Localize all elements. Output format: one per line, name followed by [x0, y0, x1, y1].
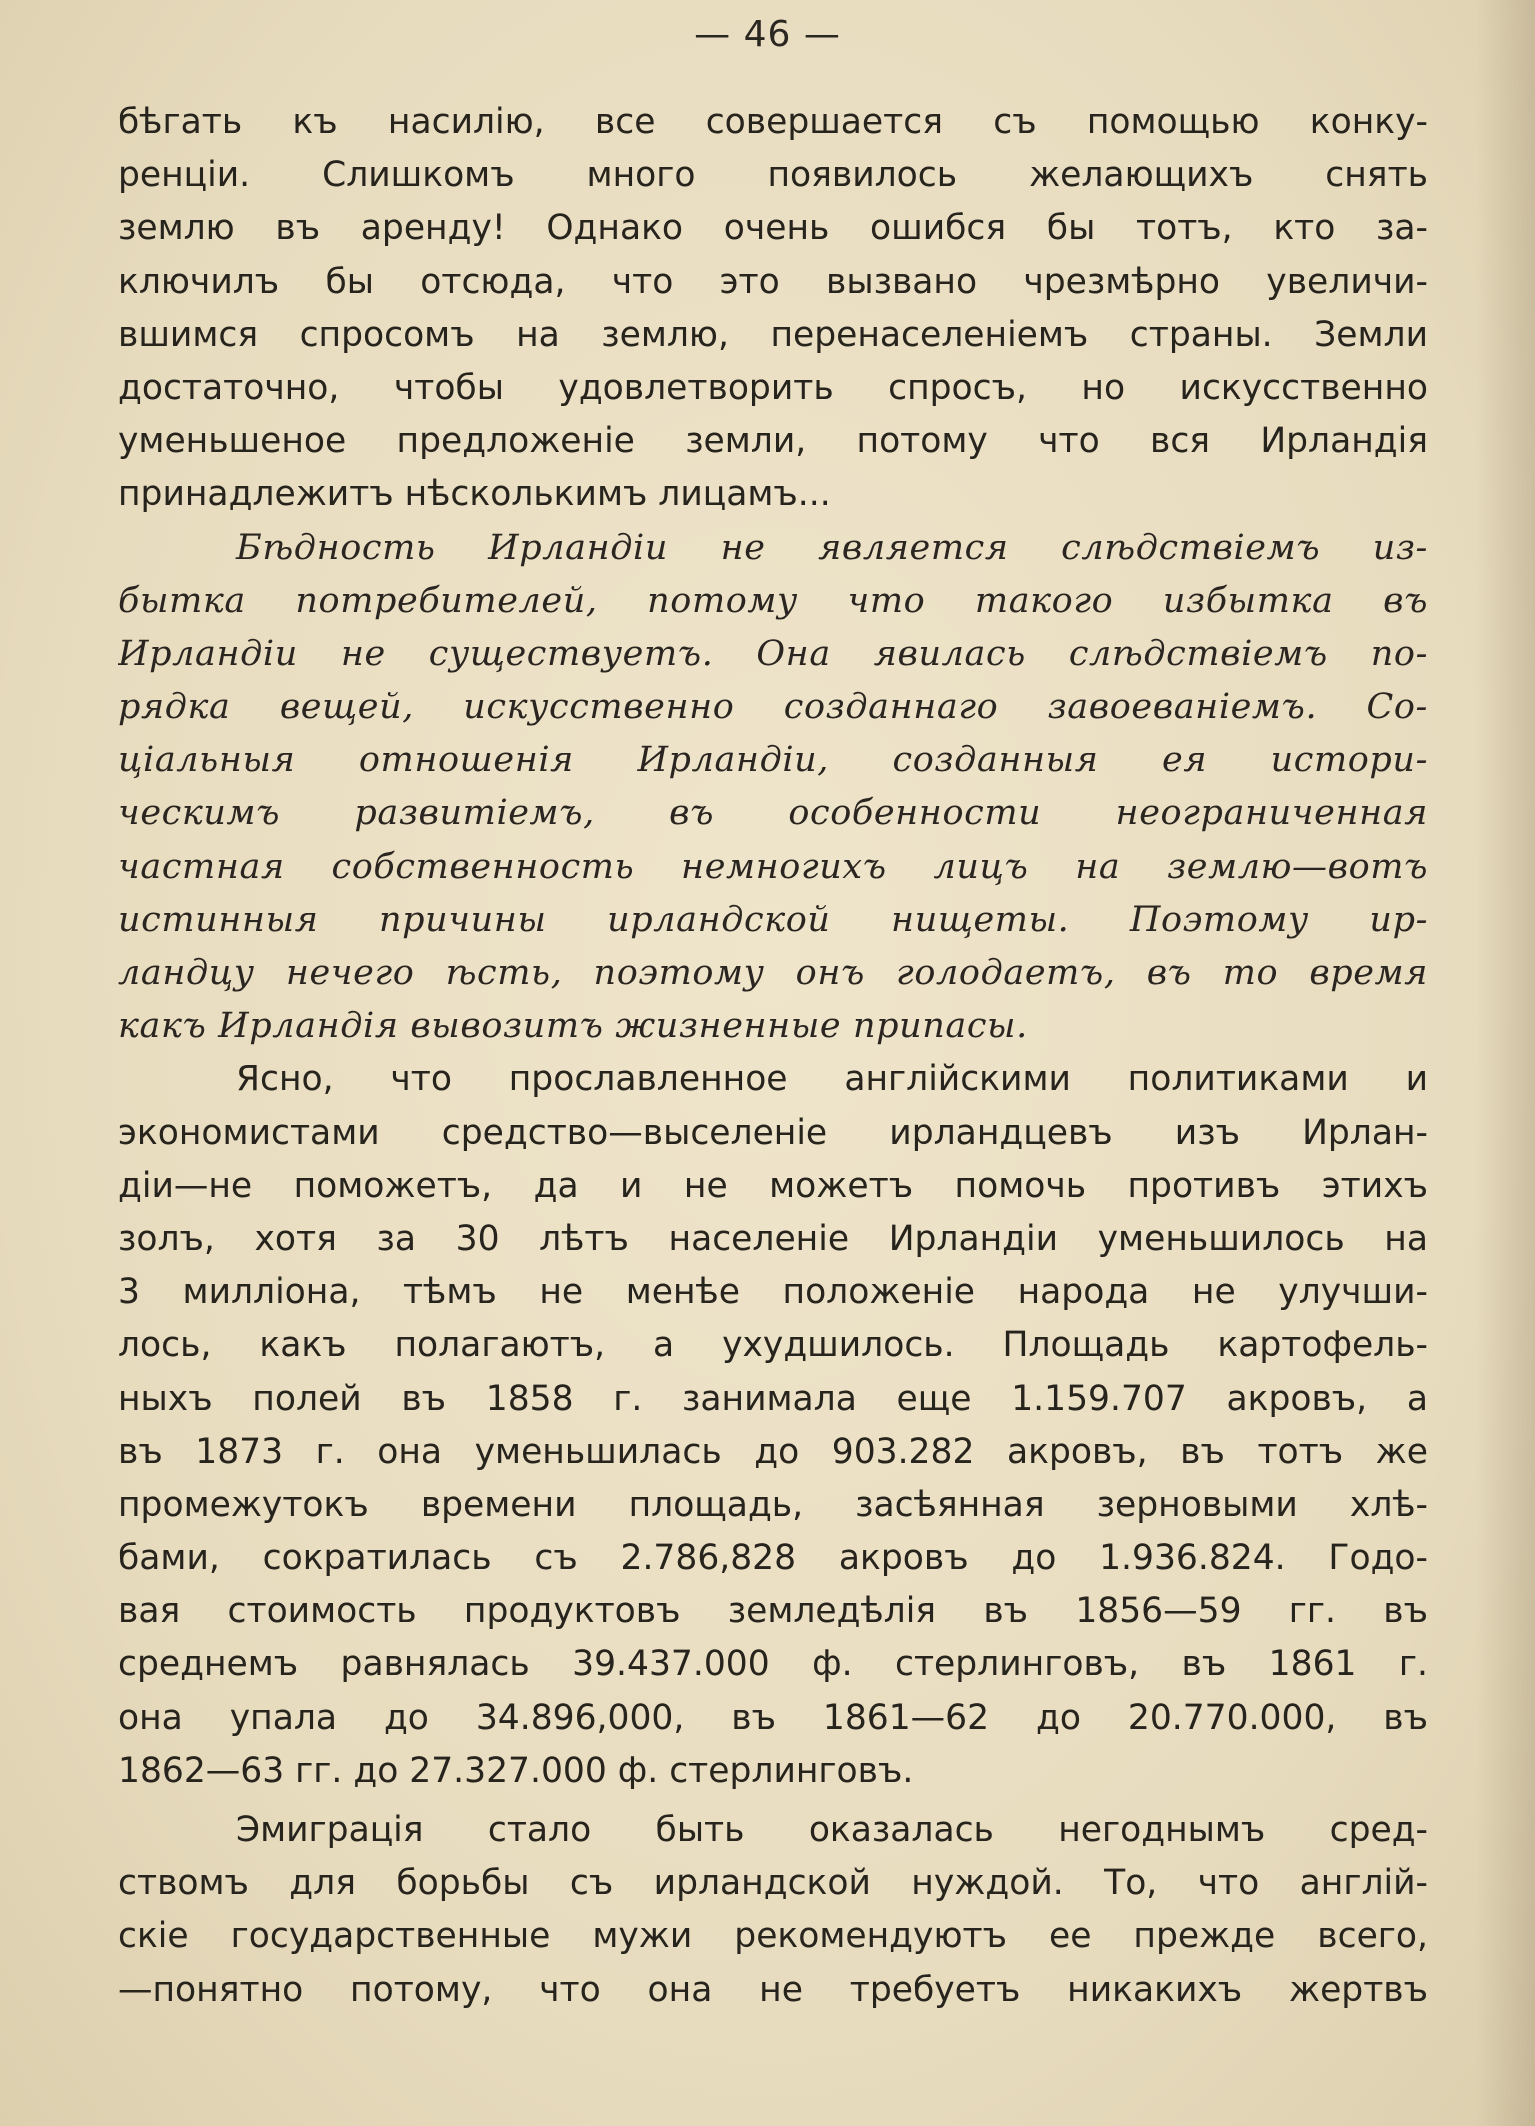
text-line: ческимъ развитіемъ, въ особенности неограниченная — [118, 793, 1428, 834]
text-line: Эмиграція стало быть оказалась негоднымъ сред- — [236, 1810, 1428, 1850]
text-line: истинныя причины ирландской нищеты. Поэтому ир- — [118, 899, 1428, 940]
text-line: скіе государственные мужи рекомендуютъ ее прежде всего, — [118, 1916, 1428, 1957]
text-line: 1862—63 гг. до 27.327.000 ф. стерлинговъ. — [118, 1750, 914, 1791]
text-line: въ 1873 г. она уменьшилась до 903.282 акровъ, въ тотъ же — [118, 1431, 1428, 1472]
text-line: ствомъ для борьбы съ ирландской нуждой. То, что англій- — [118, 1863, 1428, 1904]
text-line: вшимся спросомъ на землю, перенаселеніемъ страны. Земли — [118, 314, 1428, 355]
text-line: діи—не поможетъ, да и не можетъ помочь противъ этихъ — [118, 1165, 1428, 1206]
text-line: какъ Ирландія вывозитъ жизненные припасы. — [118, 1006, 1028, 1047]
text-line: ключилъ бы отсюда, что это вызвано чрезмѣрно увеличи- — [118, 261, 1428, 302]
text-line: вая стоимость продуктовъ земледѣлія въ 1856—59 гг. въ — [118, 1591, 1428, 1632]
text-line: Ирландіи не существуетъ. Она явилась слѣдствіемъ по- — [118, 633, 1428, 674]
text-line: землю въ аренду! Однако очень ошибся бы тотъ, кто за- — [118, 208, 1428, 249]
text-line: ныхъ полей въ 1858 г. занимала еще 1.159.707 акровъ, а — [118, 1378, 1428, 1419]
text-line: ціальныя отношенія Ирландіи, созданныя ея истори- — [118, 740, 1428, 781]
text-line: рядка вещей, искусственно созданнаго завоеваніемъ. Со- — [118, 687, 1428, 728]
text-line: достаточно, чтобы удовлетворить спросъ, но искусственно — [118, 367, 1428, 408]
paragraph-1 — [118, 96, 1428, 522]
paragraph-3 — [118, 1053, 1428, 1798]
text-line: уменьшеное предложеніе земли, потому что вся Ирландія — [118, 421, 1428, 462]
text-line: золъ, хотя за 30 лѣтъ населеніе Ирландіи уменьшилось на — [118, 1218, 1428, 1259]
text-line: ренціи. Слишкомъ много появилось желающихъ снять — [118, 155, 1428, 196]
text-line: экономистами средство—выселеніе ирландцевъ изъ Ирлан- — [118, 1112, 1428, 1153]
text-line: 3 милліона, тѣмъ не менѣе положеніе народа не улучши- — [118, 1272, 1428, 1313]
text-line: Ясно, что прославленное англійскими политиками и — [236, 1059, 1428, 1100]
text-line: она упала до 34.896,000, въ 1861—62 до 20.770.000, въ — [118, 1697, 1428, 1738]
text-line: среднемъ равнялась 39.437.000 ф. стерлинговъ, въ 1861 г. — [118, 1644, 1428, 1685]
text-line: бѣгать къ насилію, все совершается съ помощью конку- — [118, 102, 1428, 142]
page-edge-shadow — [1475, 0, 1535, 2126]
page-number: — 46 — — [694, 14, 841, 55]
text-line: бами, сократилась съ 2.786,828 акровъ до 1.936.824. Годо- — [118, 1538, 1428, 1579]
text-line: лось, какъ полагаютъ, а ухудшилось. Площадь картофель- — [118, 1325, 1428, 1366]
text-line: бытка потребителей, потому что такого избытка въ — [118, 580, 1428, 621]
paragraph-4 — [118, 1804, 1428, 2017]
text-line: —понятно потому, что она не требуетъ никакихъ жертвъ — [118, 1969, 1428, 2010]
paragraph-2-italic — [118, 522, 1428, 1054]
text-line: частная собственность немногихъ лицъ на землю—вотъ — [118, 846, 1428, 887]
text-line: Бѣдность Ирландіи не является слѣдствіемъ из- — [236, 527, 1428, 568]
page-text — [118, 96, 1428, 2017]
text-line: принадлежитъ нѣсколькимъ лицамъ... — [118, 474, 831, 515]
text-line: ландцу нечего ѣсть, поэтому онъ голодаетъ, въ то время — [118, 953, 1428, 993]
text-line: промежутокъ времени площадь, засѣянная зерновыми хлѣ- — [118, 1484, 1428, 1525]
